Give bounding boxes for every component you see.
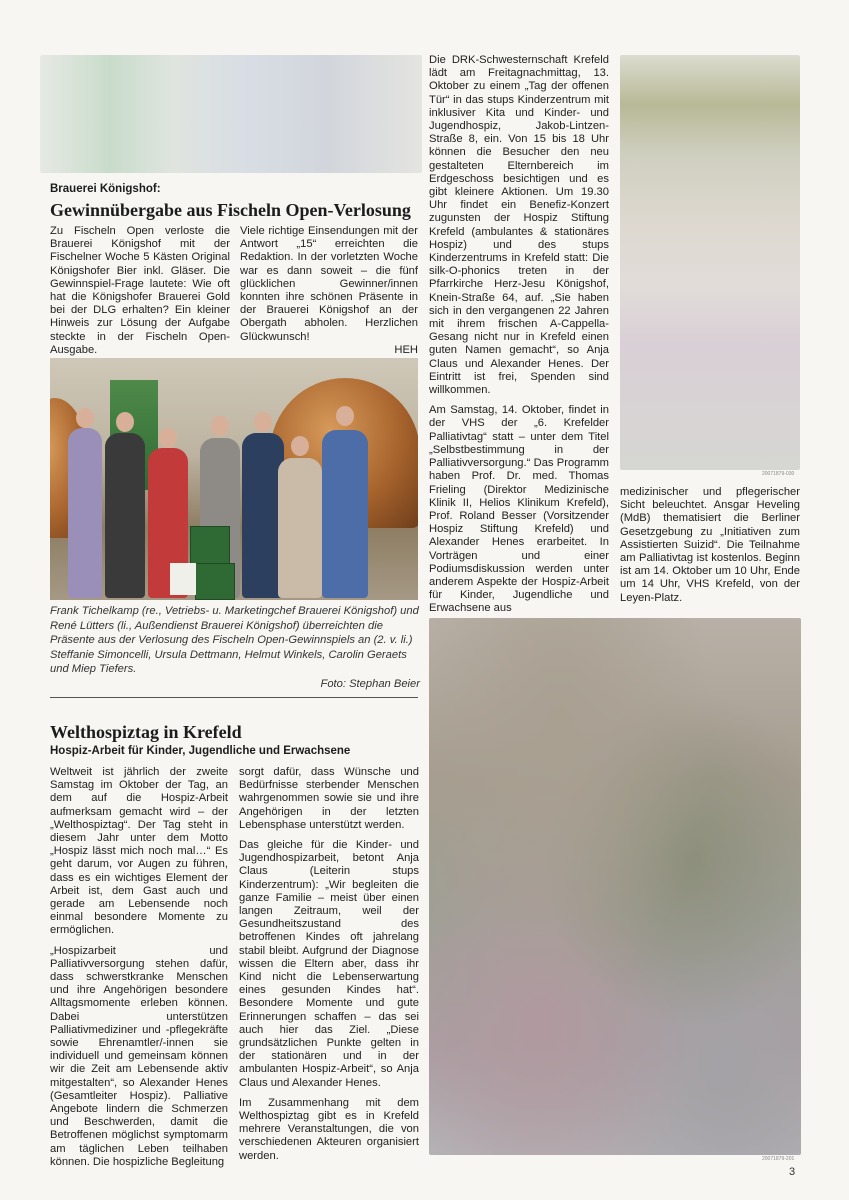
caption-text: Frank Tichelkamp (re., Vetriebs- u. Marketingchef Brauerei Königshof) und René Lütters (li., Außendienst Brauerei Königshof) überreichten die Präsente aus der Verlosung des Fischeln Open-Gewinnspiels an (2. v. li.) Steffanie Simoncelli, Ursula Dettmann, Helmut Winkels, Carolin Geraets und Miep Tiefers. (50, 605, 419, 675)
article2-paragraph: Am Samstag, 14. Oktober, findet in der VHS der „6. Krefelder Palliativtag“ statt – unter dem Titel „Selbstbestimmung in der Palliativversorgung.“ Das Programm haben Prof. Dr. med. Thomas Frieling (Direktor Medizinische Klinik II, Helios Klinikum Krefeld), Prof. Roland Besser (Vorsitzender Hospiz Stiftung Krefeld) und Alexander Henes erarbeitet. In Vorträgen und einer Podiumsdiskussion werden unter anderem Aspekte der Hospiz-Arbeit für Kinder, Jugendliche und Erwachsene aus (429, 404, 609, 615)
article2-column-4 (620, 486, 800, 612)
person-head (336, 406, 354, 426)
beer-crate (195, 563, 235, 600)
person-head (254, 412, 272, 432)
article2-paragraph: Weltweit ist jährlich der zweite Samstag im Oktober der Tag, an dem auf die Hospiz-Arbeit aufmerksam gemacht wird – der „Welthospiztag“. Der Tag steht in diesem Jahr unter dem Motto „Hospiz lässt mich noch mal…“ Es geht darum, vor Augen zu führen, dass es ein wichtiges Element der Arbeit ist, dem Gast auch und gerade am Lebensende noch einmal besondere Momente zu ermöglichen. (50, 766, 228, 937)
article2-column-3 (429, 54, 609, 623)
article1-photo (50, 358, 418, 600)
article2-paragraph: Das gleiche für die Kinder- und Jugendhospizarbeit, betont Anja Claus (Leiterin stups Kinderzentrum): „Wir begleiten die ganze Familie – meist über einen langen Zeitraum, weil der Gesundheitszustand des betroffenen Kindes oft jahrelang stabil bleibt. Aufgrund der Diagnose wissen die Eltern aber, dass ihr Kind nicht die Lebenserwartung eines gesunden Kindes hat“. Besondere Momente und gute Erinnerungen schaffen – das sei auch hier das Ziel. „Diese grundsätzlichen Punkte gelten in der stationären und in der ambulanten Hospiz-Arbeit“, so Anja Claus und Alexander Henes. (239, 839, 419, 1089)
article2-column-2 (239, 766, 419, 1170)
page-number: 3 (789, 1166, 796, 1178)
article1-column-1 (50, 225, 230, 364)
advertisement-right-top (620, 55, 800, 470)
article1-headline: Gewinnübergabe aus Fischeln Open-Verlosung (50, 200, 411, 220)
article2-subhead: Hospiz-Arbeit für Kinder, Jugendliche und Erwachsene (50, 745, 351, 757)
photo-credit: Foto: Stephan Beier (320, 677, 420, 690)
ad-code-right-top: 20071879-030 (762, 471, 795, 477)
person (278, 458, 322, 598)
person-head (291, 436, 309, 456)
article2-paragraph: „Hospizarbeit und Palliativversorgung stehen dafür, dass schwerstkranke Menschen und ihre Angehörigen besondere Alltagsmomente erleben können. Dabei unterstützen Palliativmediziner und -pflegekräfte sowie Ehrenamtler/-innen sie individuell und gemeinsam können wir die Zeit am Lebensende aktiv mitgestalten“, so Alexander Henes (Gesamtleiter Hospiz). Palliative Angebote lindern die Schmerzen und Beschwerden, damit die Betroffenen möglichst symptomarm am täglichen Leben teilhaben können. Die hospizliche Begleitung (50, 944, 228, 1168)
ad-code-right-bottom: 20071879-201 (762, 1156, 795, 1162)
article1-paragraph: Viele richtige Einsendungen mit der Antwort „15“ erreichten die Redaktion. In der vorletzten Woche war es dann soweit – die fünf glücklichen Gewinner/innen konnten ihre schönen Präsente in der Brauerei Königshof an der Obergath abholen. Herzlichen Glückwunsch! (240, 225, 418, 343)
person-head (211, 416, 229, 436)
article1-signature: HEH (394, 343, 418, 356)
article1-kicker: Brauerei Königshof: (50, 183, 161, 195)
article2-paragraph: Im Zusammenhang mit dem Welthospiztag gibt es in Krefeld mehrere Veranstaltungen, die von verschiedenen Akteuren organisiert werden. (239, 1096, 419, 1162)
person-head (116, 412, 134, 432)
advertisement-right-bottom (429, 618, 801, 1155)
article1-paragraph: Zu Fischeln Open verloste die Brauerei Königshof mit der Fischelner Woche 5 Kästen Original Königshofer Bier inkl. Gläser. Die Gewinnspiel-Frage lautete: Wie oft hat die Königshofer Brauerei Gold bei der DLG erhalten? Ein kleiner Hinweis zur Lösung der Aufgabe steckte in der Fischeln Open-Ausgabe. (50, 225, 230, 356)
article2-paragraph: Die DRK-Schwesternschaft Krefeld lädt am Freitagnachmittag, 13. Oktober zu einem „Tag der offenen Tür“ in das stups Kinderzentrum mit inklusiver Kita und Kinder- und Jugendhospiz, Jakob-Lintzen-Straße 8, ein. Von 15 bis 18 Uhr können die Besucher den neu gestalteten Elternbereich im Erdgeschoss besichtigen und es gibt kleinere Aktionen. Um 19.30 Uhr findet ein Benefiz-Konzert zugunsten der Hospiz Stiftung Krefeld (ambulantes & stationäres Hospiz) und des stups Kinderzentrums in Krefeld statt: Die silk-O-phonics treten in der Pfarrkirche Herz-Jesu Königshof, Knein-Straße 64, auf. „Sie haben sich in den vergangenen 22 Jahren mit ihrem frischen A-Cappella-Gesang nicht nur in Krefeld einen guten Namen gemacht“, so Anja Claus und Alexander Henes. Der Eintritt ist frei, Spenden sind willkommen. (429, 54, 609, 397)
article2-paragraph: sorgt dafür, dass Wünsche und Bedürfnisse sterbender Menschen wahrgenommen sowie sie und ihre Angehörigen in der letzten Lebensphase unterstützt werden. (239, 766, 419, 831)
advertisement-top-left (40, 55, 422, 173)
person-head (76, 408, 94, 428)
section-divider (50, 697, 418, 698)
article2-paragraph: medizinischer und pflegerischer Sicht beleuchtet. Ansgar Heveling (MdB) thematisiert die Berliner Gesetzgebung zu „Initiativen zum Assistierten Suizid“. Die Teilnahme am Palliativtag ist kostenlos. Beginn ist am 14. Oktober um 10 Uhr, Ende um 14 Uhr, VHS Krefeld, von der Leyen-Platz. (620, 486, 800, 604)
article1-caption (50, 604, 420, 691)
person (68, 428, 102, 598)
article2-column-1 (50, 766, 228, 1176)
gift-box (170, 563, 196, 595)
article2-headline: Welthospiztag in Krefeld (50, 722, 242, 742)
person (322, 430, 368, 598)
article1-column-2 (240, 225, 418, 357)
person (105, 433, 145, 598)
person-head (159, 428, 177, 448)
